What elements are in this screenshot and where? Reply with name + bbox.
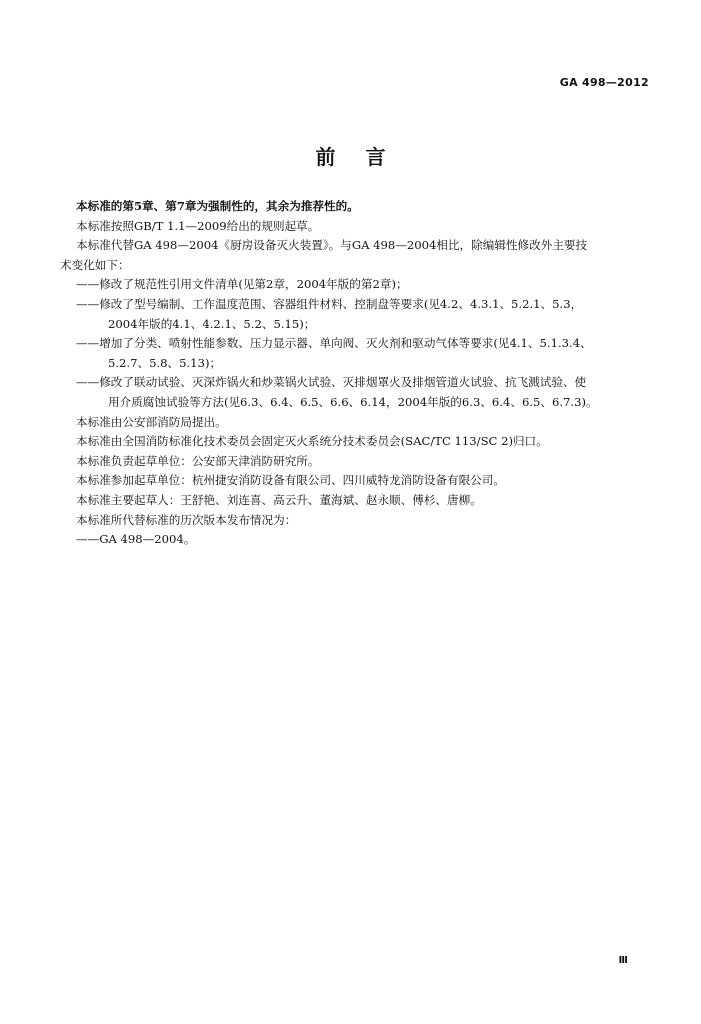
document-body [60, 197, 656, 550]
page-number: Ⅲ [618, 955, 628, 966]
paragraph-drafting-rules: 本标准按照GB/T 1.1—2009给出的规则起草。 [76, 218, 320, 233]
paragraph-lead-drafter: 本标准负责起草单位：公安部天津消防研究所。 [76, 453, 320, 468]
document-code: GA 498—2012 [559, 76, 649, 89]
change-list [76, 275, 656, 412]
change-item-line2: 5.2.7、5.8、5.13)； [108, 355, 222, 370]
paragraph-replacement-line2: 术变化如下： [60, 257, 130, 272]
change-item-line1: ——修改了联动试验、灭深炸锅火和炒菜锅火试验、灭排烟罩火及排烟管道火试验、抗飞溅试验、使 [76, 375, 587, 390]
paragraph-proposer: 本标准由公安部消防局提出。 [76, 414, 227, 429]
change-item-line2: 用介质腐蚀试验等方法(见6.3、6.4、6.5、6.6、6.14，2004年版的6.3、6.4、6.5、6.7.3)。 [108, 394, 598, 409]
paragraph-centralized-unit: 本标准由全国消防标准化技术委员会固定灭火系统分技术委员会(SAC/TC 113/SC 2)归口。 [76, 434, 548, 449]
change-item-line1: ——增加了分类、喷射性能参数、压力显示器、单向阀、灭火剂和驱动气体等要求(见4.1、5.1.3.4、 [76, 336, 592, 351]
paragraph-replacement [60, 236, 656, 275]
paragraph-main-drafters: 本标准主要起草人：王舒艳、刘连喜、高云升、董海斌、赵永顺、傅杉、唐柳。 [76, 492, 482, 507]
change-item [76, 275, 656, 295]
paragraph-participating-drafters: 本标准参加起草单位：杭州捷安消防设备有限公司、四川威特龙消防设备有限公司。 [76, 473, 505, 488]
change-item-line1: ——修改了规范性引用文件清单(见第2章，2004年版的第2章)； [76, 277, 408, 292]
history-item: ——GA 498—2004。 [76, 532, 196, 547]
paragraph-history-intro: 本标准所代替标准的历次版本发布情况为： [76, 512, 297, 527]
page-title: 前言 [315, 145, 416, 169]
paragraph-replacement-line1: 本标准代替GA 498—2004《厨房设备灭火装置》。与GA 498—2004相比，除编辑性修改外主要技 [76, 238, 588, 253]
change-item [76, 295, 656, 334]
change-item-line1: ——修改了型号编制、工作温度范围、容器组件材料、控制盘等要求(见4.2、4.3.1、5.2.1、5.3， [76, 296, 583, 311]
paragraph-mandatory-clauses: 本标准的第5章、第7章为强制性的，其余为推荐性的。 [76, 199, 359, 213]
change-item [76, 334, 656, 373]
change-item-line2: 2004年版的4.1、4.2.1、5.2、5.15)； [108, 316, 316, 331]
change-item [76, 373, 656, 412]
